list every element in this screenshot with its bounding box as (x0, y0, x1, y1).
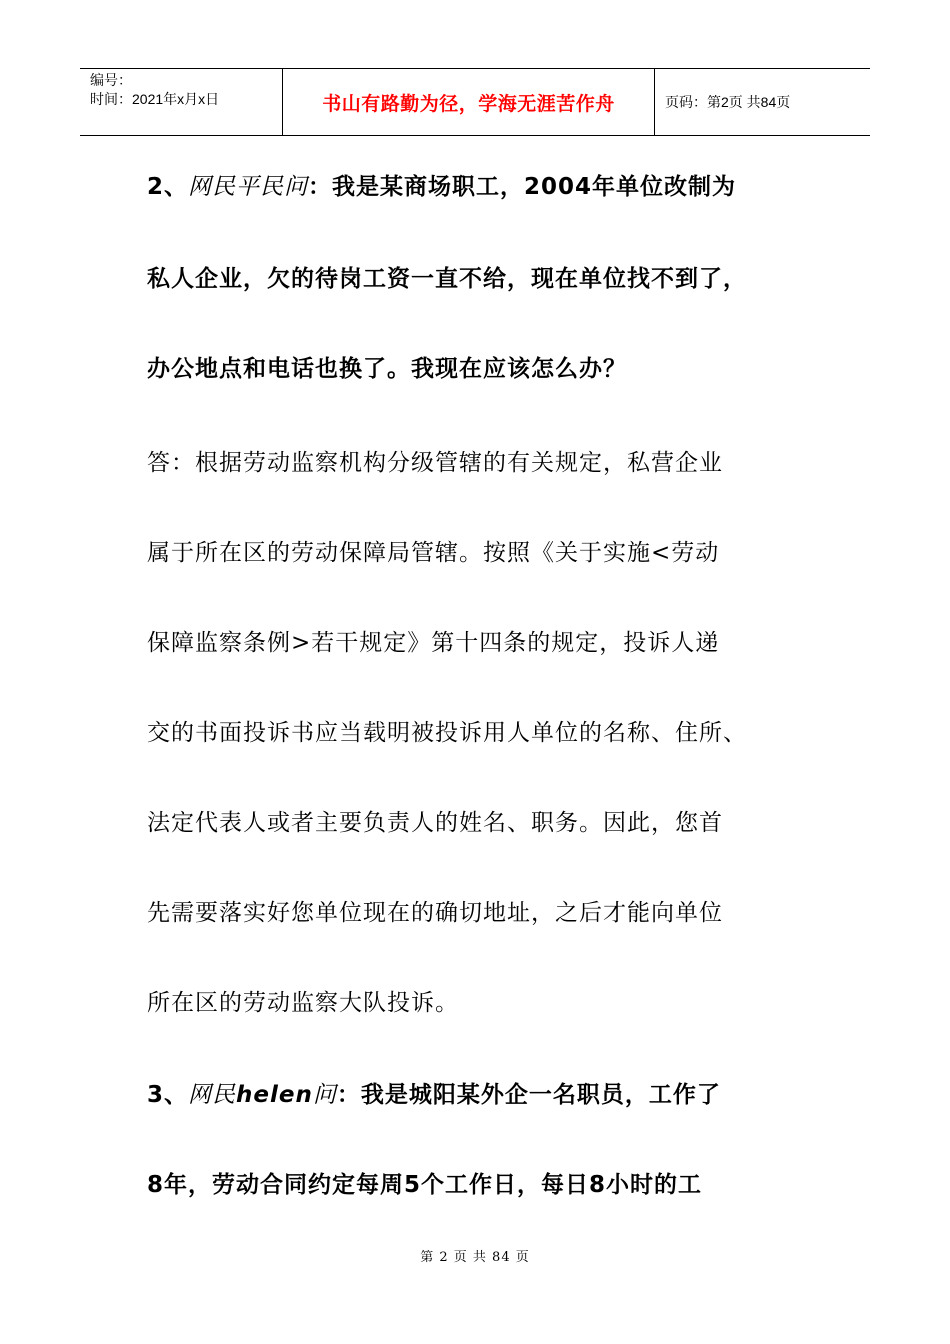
question-3-asker-name: helen (236, 1082, 313, 1108)
question-2-line-2: 私人企业，欠的待岗工资一直不给，现在单位找不到了， (147, 266, 747, 292)
number-label: 编号： (90, 72, 132, 88)
answer-2-line-4: 交的书面投诉书应当载明被投诉用人单位的名称、住所、 (147, 720, 747, 746)
question-3-asker-suffix: 问 (312, 1082, 337, 1108)
question-3-text-1: ：我是城阳某外企一名职员，工作了 (336, 1082, 721, 1108)
header-page-cell (655, 69, 870, 135)
question-2-asker: 网民平民问 (188, 174, 309, 200)
header-table (80, 68, 870, 136)
header-meta-cell (80, 69, 283, 135)
question-3-number: 3、 (147, 1082, 189, 1108)
question-3-asker-prefix: 网民 (188, 1082, 237, 1108)
answer-2-line-1: 答：根据劳动监察机构分级管辖的有关规定，私营企业 (147, 450, 723, 476)
time-label: 时间：2021年x月x日 (90, 91, 220, 107)
header-motto-cell (283, 69, 655, 135)
answer-2-line-7: 所在区的劳动监察大队投诉。 (147, 990, 459, 1016)
page-footer: 第 2 页 共 84 页 (420, 1250, 530, 1265)
question-3-line-2: 8年，劳动合同约定每周5个工作日，每日8小时的工 (147, 1172, 703, 1198)
motto-text: 书山有路勤为径，学海无涯苦作舟 (322, 92, 615, 115)
question-2-number: 2、 (147, 174, 189, 200)
question-2-text-1: ：我是某商场职工，2004年单位改制为 (308, 174, 737, 200)
question-2-line-1 (147, 168, 736, 201)
question-2-line-3: 办公地点和电话也换了。我现在应该怎么办？ (147, 356, 627, 382)
answer-2-line-3: 保障监察条例>若干规定》第十四条的规定，投诉人递 (147, 630, 720, 656)
answer-2-line-5: 法定代表人或者主要负责人的姓名、职务。因此，您首 (147, 810, 723, 836)
question-3-line-1 (147, 1076, 721, 1109)
page-info: 页码：第2页 共84页 (665, 94, 791, 110)
answer-2-line-6: 先需要落实好您单位现在的确切地址，之后才能向单位 (147, 900, 723, 926)
answer-2-line-2: 属于所在区的劳动保障局管辖。按照《关于实施<劳动 (147, 540, 720, 566)
